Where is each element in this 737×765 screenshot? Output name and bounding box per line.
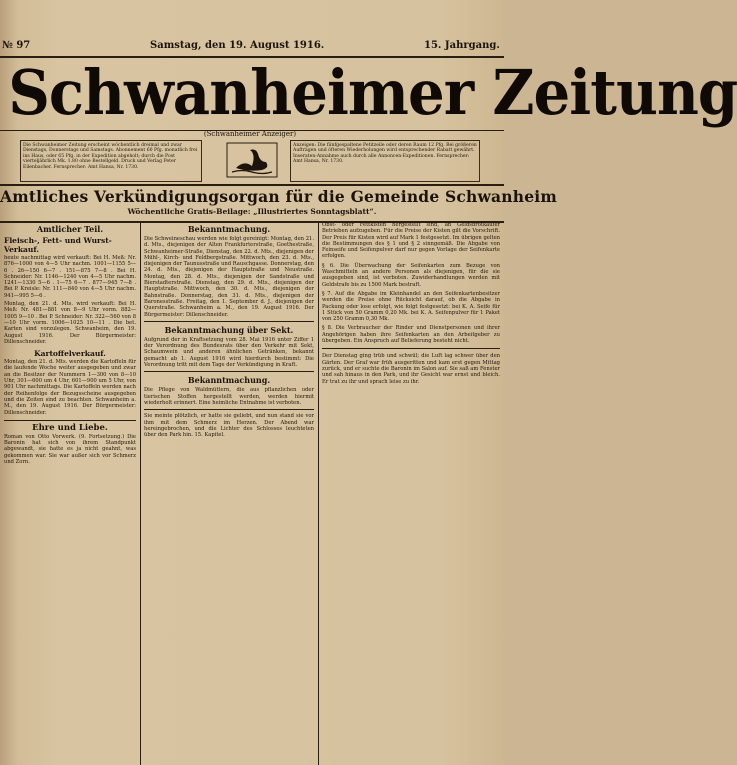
article-heading: Kartoffelverkauf. (34, 349, 106, 359)
advertising-info-box: Anzeigen: Die fünfgespaltene Petitzeile oder deren Raum 12 Pfg. Bei größeren Aufträgen und öfteren Wiederholungen wird entsprechender Rabatt gewährt. Inseraten-Annahme auch durch alle Annoncen-Expeditionen. Fernsprecher: Amt Hansa, Nr. 1730. (290, 140, 480, 182)
dateline (0, 38, 504, 56)
article-heading: Fleisch-, Fett- und Wurst-Verkauf. (4, 236, 112, 254)
section-rule (144, 409, 314, 410)
official-organ-banner: Amtliches Verkündigungsorgan für die Gemeinde Schwanheim (0, 187, 557, 206)
section-rule (144, 321, 314, 322)
announcement-text: Aufgrund der in Kraftsetzung vom 28. Mai 1916 unter Ziffer 1 der Verordnung des Bundesrats über den Verkehr mit Sekt, Schaumwein und anderen ähnlichen Getränken, bekannt gemacht ab 1. August 1916 wird hierdurch bestimmt: Die Verordnung tritt mit dem Tage der Verkündigung in Kraft. (144, 336, 314, 369)
issue-date: Samstag, den 19. August 1916. (150, 40, 325, 51)
column-regulations (322, 222, 500, 765)
section-rule (144, 371, 314, 372)
newspaper-title: Schwanheimer Zeitung (8, 56, 737, 129)
announcement-text: Die Pflege von Waldmüttern, die aus pflanzlichen oder tierischen Stoffen hergestellt werden, werden hiermit wiederholt erinnert. Eine heimliche Entnahme ist verboten. (144, 387, 314, 406)
subscription-info-box: Die Schwanheimer Zeitung erscheint wöchentlich dreimal und zwar Dienstags, Donnerstags und Samstags. Abonnement 60 Pfg. monatlich frei ins Haus, oder 65 Pfg. in der Expedition abgeholt; durch die Post vierteljährlich Mk. 1.80 ohne Bestellgeld. Druck und Verlag Peter Eilenbacher. Fernsprecher: Amt Hansa, Nr. 1730. (20, 140, 202, 182)
serial-novel-text: Der Dienstag ging trüb und schwül; die Luft lag schwer über den Gärten. Der Graf war früh ausgeritten und kam erst gegen Mittag zurück, und er suchte die Baronin im Salon auf. Sie saß am Fenster und sah hinaus in den Park, und ihr Gesicht war ernst und bleich. Er trat zu ihr und sprach leise zu ihr. (322, 353, 500, 385)
banner-rule-top (0, 184, 504, 186)
article-text: Montag, den 21. d. Mts. wird verkauft: Bei H. Meß: Nr. 481—881 von 8—9 Uhr vorm. 882—1005 9—10 . Bei P. Schneider: Nr. 322—560 von 8—10 Uhr vorm. 1006—1025 10—11 . Die bet. Karten sind vorzulegen. Schwanheim, den 19. August 1916. Der Bürgermeister: Dillenschneider. (4, 301, 136, 345)
serial-novel-text: Sie meinte plötzlich, er hatte sie geliebt, und nun stand sie vor ihm mit dem Schmerz im Herzen. Der Abend war hereingebrochen, und die Lichter des Schlosses leuchteten über den Park hin. 15. Kapitel. (144, 413, 314, 439)
column-announcements (144, 222, 314, 765)
volume-number: 15. Jahrgang. (424, 40, 500, 51)
column-official-notices (4, 222, 136, 765)
announcement-text: Die Schweineschau werden wie folgt gereinigt: Montag, den 21. d. Mts., diejenigen der Alten Frankfurterstraße, Goethestraße, Schwanheimer-Straße, Dienstag, den 22. d. Mts., diejenigen der Mühl-, Kirch- und Feldbergstraße. Mittwoch, den 23. d. Mts., diejenigen der Taunusstraße und Rauschgasse. Donnerstag, den 24. d. Mts., diejenigen der Hauptstraße und Neustraße. Montag, den 28. d. Mts., diejenigen der Sandstraße und Bierstadterstraße. Dienstag, den 29. d. Mts., diejenigen der Hauptstraße. Mittwoch, den 30. d. Mts., diejenigen der Bahnstraße. Donnerstag, den 31. d. Mts., diejenigen der Baronesstraße. Freitag, den 1. September d. J., diejenigen der Querstraße. Schwanheim a. M., den 19. August 1916. Der Bürgermeister: Dillenschneider. (144, 236, 314, 318)
announcement-heading: Bekanntmachung. (187, 375, 271, 386)
section-rule (4, 420, 136, 421)
column-divider (318, 222, 319, 765)
column-divider (140, 222, 141, 765)
regulation-text: Obst- oder Fettkisten hergestellt sind, an Geldsbrotkaufer Betrieben aufzugeben. Für die Preise der Kisten gilt die Vorschrift. Der Preis für Kisten wird auf Mark 1 festgesetzt. Im übrigen gelten die Bestimmungen des § 1 und § 2 sinngemäß. Die Abgabe von Feinseife und Seifenpulver darf nur gegen Vorlage der Seifenkarte erfolgen. (322, 222, 500, 260)
regulation-text: § 8. Die Verbraucher der Rinder und Dienstpersonen und ihrer Angehörigen haben ihre Seifenkarten an den Arbeitgeber zu übergeben. Ein Anspruch auf Belieferung besteht nicht. (322, 325, 500, 345)
serial-novel-text: Roman von Otto Vorwerk. (9. Fortsetzung.) Die Baronin hat sich von ihrem Standpunkt abgewandt, sie hatte es ja nicht geahnt, was gekommen war. Sie war außer sich vor Schmerz und Zorn. (4, 433, 136, 466)
section-heading: Amtlicher Teil. (36, 224, 104, 234)
swan-emblem-icon (226, 142, 278, 178)
supplement-note: Wöchentliche Gratis-Beilage: „Illustriertes Sonntagsblatt“. (127, 207, 377, 216)
announcement-heading: Bekanntmachung über Sekt. (164, 324, 294, 335)
article-text: heute nachmittag wird verkauft: Bei H. Meß: Nr. 876—1000 von 4—5 Uhr nachm. 1001—1155 5—6 . 26—150 6—7 . 151—875 7—8 . Bei H. Schneider: Nr. 1146—1240 von 4—5 Uhr nachm. 1241—1330 5—6 . 1—75 6—7 . 877—945 7—8 . Bei P. Kreisle: Nr. 111—840 von 4—5 Uhr nachm. 941—995 5—6 . (4, 255, 136, 299)
regulation-text: § 6. Die Überwachung der Seifenkarten zum Bezuge von Waschmitteln an andere Personen als diejenigen, für die sie ausgegeben sind, ist verboten. Zuwiderhandlungen werden mit Geldstrafe bis zu 1500 Mark bestraft. (322, 262, 500, 288)
article-text: Montag, den 21. d. Mts. werden die Kartoffeln für die laufende Woche weiter ausgegeben und zwar an die Besitzer der Nummern 1—300 von 8—10 Uhr, 301—600 um 4 Uhr, 601—900 um 5 Uhr, von 901 Uhr nachmittags. Die Kartoffeln werden nach der Reihenfolge der Bezugsscheine ausgegeben und die Zeiten sind zu beachten. Schwanheim a. M., den 19. August 1916. Der Bürgermeister: Dillenschneider. (4, 359, 136, 416)
announcement-heading: Bekanntmachung. (187, 224, 271, 234)
serial-novel-title: Ehre und Liebe. (32, 422, 108, 433)
regulation-text: § 7. Auf die Abgabe im Kleinhandel an den Seifenkartenbesitzer werden die Preise ohne Rücksicht darauf, ob die Abgabe in Packung oder lose erfolgt, wie folgt festgesetzt: bei K. A. Seife für 1 Stück von 50 Gramm 0,20 Mk. bei K. A. Seifenpulver für 1 Paket von 250 Gramm 0,30 Mk. (322, 290, 500, 323)
issue-number: № 97 (2, 40, 31, 51)
newspaper-subtitle: (Schwanheimer Anzeiger) (203, 130, 297, 138)
section-rule (322, 348, 500, 349)
